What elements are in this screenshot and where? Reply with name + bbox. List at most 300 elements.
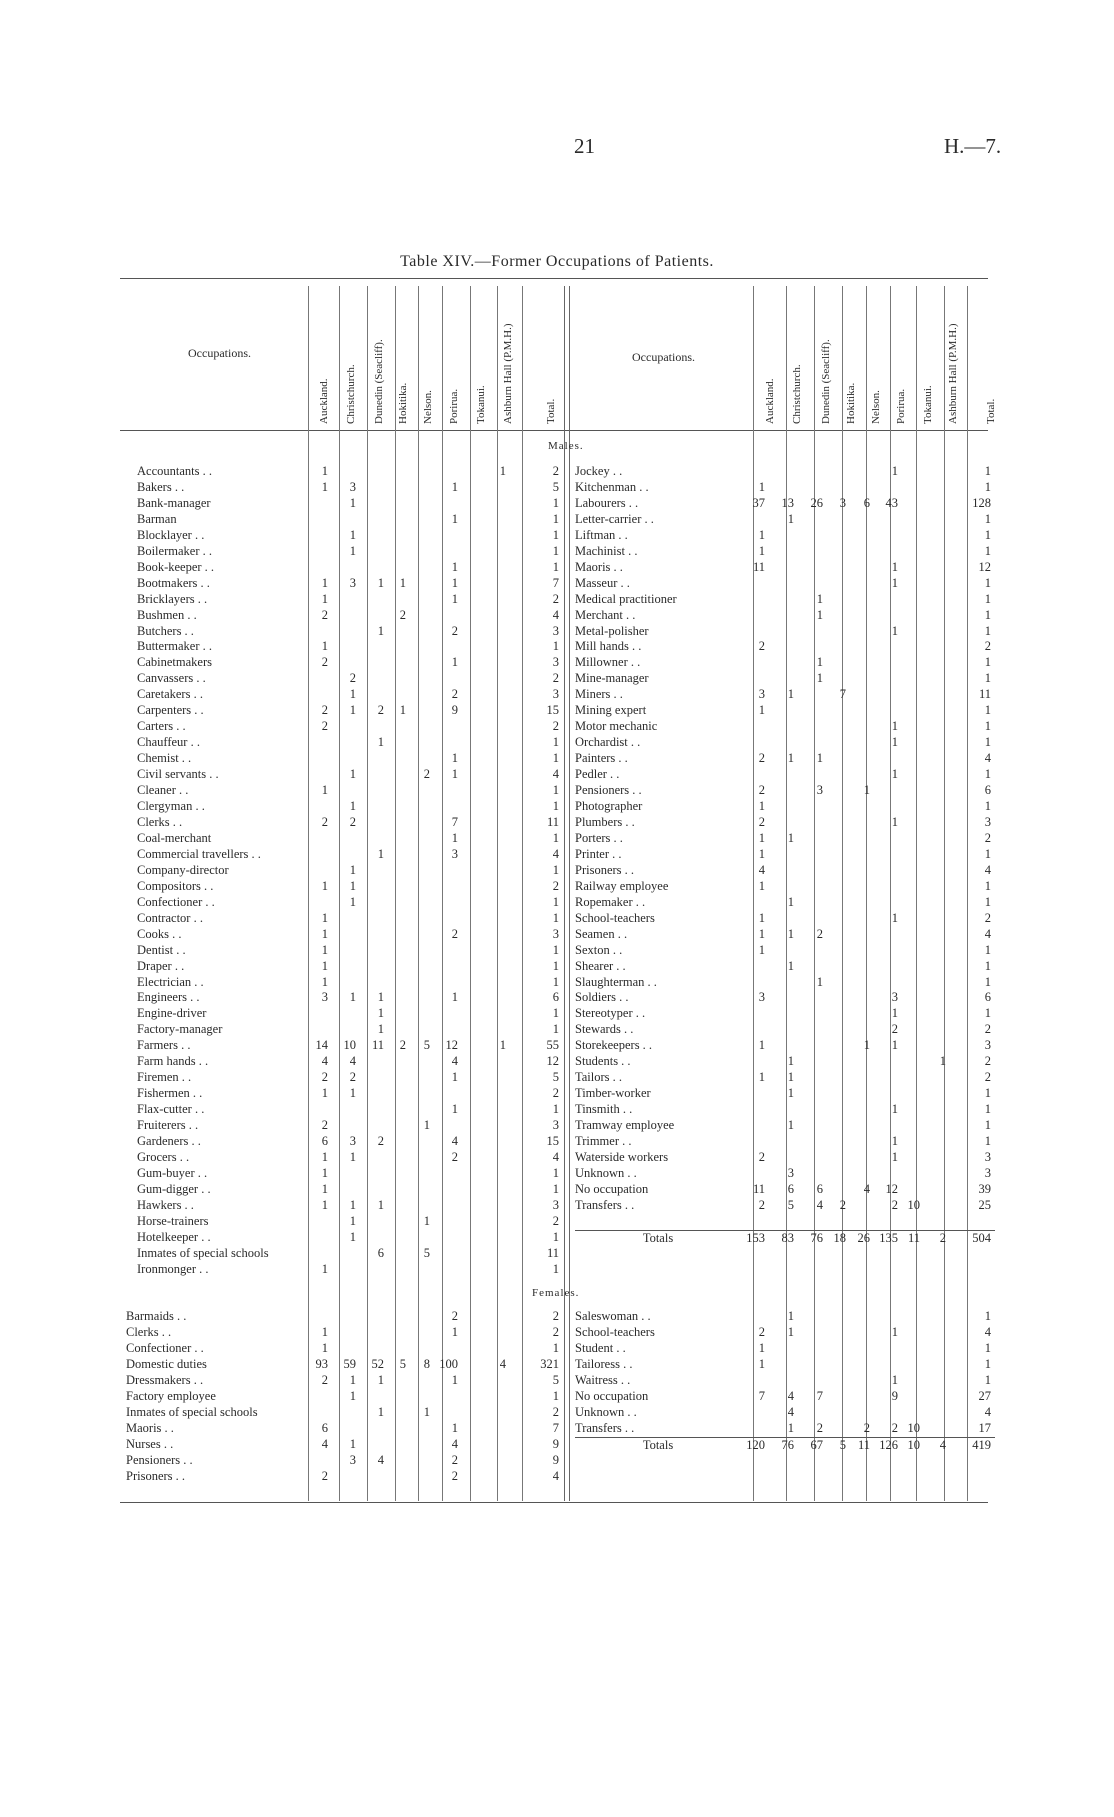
institution-count [826,1214,849,1230]
institution-count [826,751,849,767]
institution-count: 1 [758,1038,765,1053]
occupation-name: Clerks . . [137,814,183,829]
institution-count [768,592,797,608]
institution-count [483,576,509,592]
row-total: 5 [552,479,559,494]
totals-count: 11 [849,1437,873,1453]
totals-label: Totals [575,1230,741,1246]
institution-count [873,831,901,847]
institution-count [483,1166,509,1182]
row-total: 3 [552,687,559,702]
institution-count [483,1325,509,1341]
row-total: 1 [984,607,991,622]
institution-count [409,528,433,544]
occupation-name: Chauffeur . . [137,735,200,750]
row-total: 2 [552,1404,559,1419]
institution-count [849,512,873,528]
occupations-header-right: Occupations. [632,350,695,364]
occupation-name: Domestic duties [126,1356,207,1371]
institution-count [461,1070,483,1086]
institution-count [923,783,949,799]
institution-count [359,512,387,528]
row-total: 4 [984,926,991,941]
males-heading: Males. [548,440,584,452]
institution-count [483,1309,509,1325]
row-total: 1 [984,1006,991,1021]
institution-count [826,560,849,576]
institution-count [387,847,409,863]
institution-count: 9 [891,1388,898,1403]
institution-count [741,592,768,608]
institution-count [849,1405,873,1421]
institution-count [306,1102,331,1118]
institution-count: 1 [321,479,328,494]
table-row [137,1022,563,1038]
institution-count [826,1006,849,1022]
institution-count [901,1309,923,1325]
institution-count: 5 [423,1038,430,1053]
institution-count [387,1070,409,1086]
institution-count: 37 [752,495,765,510]
row-total: 9 [552,1436,559,1451]
table-row [575,480,995,496]
institution-count [849,655,873,671]
table-row [575,719,995,735]
occupation-name: Mine-manager [575,671,649,686]
institution-count: 1 [891,464,898,478]
institution-count [331,1022,359,1038]
table-row [137,703,563,719]
institution-count: 1 [451,767,458,782]
institution-count [483,528,509,544]
occupation-name: Pensioners . . [575,783,642,798]
institution-count [483,544,509,560]
institution-count [901,1182,923,1198]
occupation-name: Tramway employee [575,1118,675,1133]
institution-count [826,592,849,608]
institution-count [483,1405,509,1421]
row-total: 1 [984,719,991,734]
institution-count [849,608,873,624]
institution-count [461,528,483,544]
table-row [575,1166,995,1182]
institution-count [387,1086,409,1102]
institution-count [483,959,509,975]
row-total: 11 [546,814,559,829]
institution-count [797,624,826,640]
institution-count [461,1373,483,1389]
institution-count: 1 [787,1309,794,1323]
institution-count [901,879,923,895]
institution-count: 1 [451,1420,458,1435]
institution-count [797,990,826,1006]
institution-count [923,1022,949,1038]
institution-count [359,528,387,544]
institution-count [331,639,359,655]
institution-count [483,863,509,879]
occupation-name: Clerks . . [126,1324,172,1339]
totals-count: 18 [826,1230,849,1246]
occupation-name: Carters . . [137,719,186,734]
institution-count [873,1166,901,1182]
institution-count [409,1373,433,1389]
institution-count [826,783,849,799]
table-row [575,735,995,751]
institution-count: 1 [377,990,384,1005]
institution-count: 2 [377,703,384,718]
institution-count [923,990,949,1006]
institution-count [797,1134,826,1150]
occupation-name: Firemen . . [137,1070,192,1085]
totals-label: Totals [575,1437,741,1453]
institution-count: 1 [891,767,898,782]
row-total: 3 [984,1149,991,1164]
institution-count [359,639,387,655]
institution-count [923,639,949,655]
row-total: 1 [984,1340,991,1355]
institution-count [768,1134,797,1150]
institution-count [461,1437,483,1453]
occupation-name: Waitress . . [575,1372,631,1387]
institution-count [483,512,509,528]
row-total: 12 [546,1054,559,1069]
institution-count: 1 [758,846,765,861]
institution-count: 1 [787,687,794,702]
row-total: 1 [552,559,559,574]
occupation-name: Factory-manager [137,1022,223,1037]
institution-count [461,703,483,719]
institution-count [409,624,433,640]
institution-count [433,943,461,959]
institution-count [409,1054,433,1070]
institution-count [873,608,901,624]
institution-count [409,1437,433,1453]
institution-count [849,735,873,751]
institution-count [873,943,901,959]
institution-count [331,1421,359,1437]
institution-count [741,1405,768,1421]
institution-count [923,624,949,640]
occupation-name: Seamen . . [575,926,628,941]
institution-count [797,560,826,576]
institution-count [797,512,826,528]
institution-count: 2 [839,1197,846,1212]
institution-count [461,1166,483,1182]
column-header-right: Hokitika. [845,382,857,424]
document-reference: H.—7. [944,134,1002,158]
institution-count: 2 [423,767,430,782]
row-total: 3 [552,655,559,670]
table-row [137,719,563,735]
institution-count [826,480,849,496]
institution-count [306,1246,331,1262]
institution-count [797,703,826,719]
institution-count [306,1405,331,1421]
institution-count: 1 [349,1213,356,1228]
institution-count [826,831,849,847]
institution-count: 4 [377,1452,384,1467]
occupation-name: Porters . . [575,830,623,845]
institution-count [901,592,923,608]
institution-count [923,799,949,815]
institution-count [387,1246,409,1262]
occupation-name: Canvassers . . [137,671,206,686]
table-row [137,799,563,815]
institution-count [483,1022,509,1038]
institution-count [483,1086,509,1102]
occupation-name: Prisoners . . [126,1468,186,1483]
table-row [137,655,563,671]
institution-count [409,1469,433,1485]
table-row [137,943,563,959]
institution-count: 1 [787,1086,794,1101]
institution-count [433,1006,461,1022]
institution-count: 1 [891,559,898,574]
institution-count [331,464,359,480]
occupation-name: Commercial travellers . . [137,846,261,861]
institution-count: 2 [758,814,765,829]
institution-count [923,560,949,576]
institution-count [306,624,331,640]
institution-count: 2 [321,655,328,670]
totals-count: 76 [768,1437,797,1453]
institution-count: 1 [787,1324,794,1339]
institution-count [797,863,826,879]
institution-count: 1 [423,1404,430,1419]
institution-count [923,1341,949,1357]
institution-count [826,624,849,640]
occupation-name: Labourers . . [575,495,639,510]
institution-count [901,767,923,783]
occupation-name: No occupation [575,1181,649,1196]
institution-count [768,1373,797,1389]
institution-count: 4 [863,1181,870,1196]
table-row [137,576,563,592]
occupation-name: Soldiers . . [575,990,629,1005]
institution-count [461,592,483,608]
table-row [137,767,563,783]
institution-count: 3 [321,990,328,1005]
institution-count [797,1166,826,1182]
institution-count: 2 [758,783,765,798]
institution-count [768,639,797,655]
institution-count [409,863,433,879]
table-row [126,1437,563,1453]
column-header-left: Dunedin (Seacliff). [373,339,385,424]
column-header-right: Nelson. [870,390,882,424]
institution-count: 1 [816,655,823,670]
institution-count [409,831,433,847]
institution-count [826,1086,849,1102]
institution-count: 1 [891,719,898,734]
institution-count [359,1341,387,1357]
institution-count: 6 [321,1134,328,1149]
institution-count [901,783,923,799]
institution-count [359,751,387,767]
institution-count [768,1150,797,1166]
institution-count: 2 [816,926,823,941]
institution-count [923,528,949,544]
institution-count: 1 [891,575,898,590]
institution-count [461,480,483,496]
institution-count [797,1373,826,1389]
institution-count [797,799,826,815]
institution-count [768,879,797,895]
institution-count [359,799,387,815]
institution-count [483,943,509,959]
institution-count: 1 [377,735,384,750]
institution-count [331,1166,359,1182]
table-row [137,1054,563,1070]
institution-count [797,464,826,480]
row-total: 11 [978,687,991,702]
institution-count: 1 [377,623,384,638]
institution-count [387,655,409,671]
institution-count [826,1325,849,1341]
institution-count [483,1150,509,1166]
institution-count [409,943,433,959]
institution-count: 1 [891,735,898,750]
row-total: 1 [552,543,559,558]
institution-count [409,480,433,496]
institution-count: 7 [451,814,458,829]
institution-count [768,528,797,544]
institution-count [387,1150,409,1166]
institution-count [359,1166,387,1182]
row-total: 1 [552,942,559,957]
institution-count [483,767,509,783]
institution-count [849,959,873,975]
institution-count: 1 [499,1038,506,1053]
institution-count [768,1357,797,1373]
institution-count [826,1421,849,1437]
institution-count [359,480,387,496]
institution-count [433,1214,461,1230]
females-table-right [575,1309,995,1454]
institution-count [923,655,949,671]
institution-count [387,895,409,911]
institution-count [826,879,849,895]
institution-count: 2 [891,1420,898,1435]
institution-count [409,847,433,863]
row-total: 1 [984,671,991,686]
column-header-left: Nelson. [422,390,434,424]
institution-count [873,879,901,895]
row-total: 2 [984,830,991,845]
institution-count [306,1453,331,1469]
occupation-name: Maoris . . [575,559,623,574]
table-row [137,1214,563,1230]
institution-count [409,799,433,815]
institution-count [461,1054,483,1070]
institution-count [359,1150,387,1166]
row-total: 2 [552,1086,559,1101]
institution-count [741,624,768,640]
institution-count: 3 [816,783,823,798]
occupation-name: Buttermaker . . [137,639,212,654]
table-row [575,464,995,480]
institution-count: 8 [423,1356,430,1371]
institution-count: 3 [349,1134,356,1149]
institution-count [387,1182,409,1198]
table-row [137,512,563,528]
institution-count [826,1118,849,1134]
institution-count: 1 [451,1324,458,1339]
institution-count [923,1150,949,1166]
table-row [126,1453,563,1469]
institution-count [923,895,949,911]
row-total: 1 [552,783,559,798]
occupation-name: Pensioners . . [126,1452,193,1467]
row-total: 27 [978,1388,991,1403]
institution-count [797,1006,826,1022]
institution-count [768,767,797,783]
institution-count: 1 [349,990,356,1005]
institution-count [923,1118,949,1134]
institution-count: 1 [377,1372,384,1387]
institution-count [797,1038,826,1054]
table-row [126,1469,563,1485]
column-header-left: Porirua. [448,388,460,424]
institution-count [901,480,923,496]
institution-count [483,1421,509,1437]
institution-count [797,1118,826,1134]
institution-count [461,671,483,687]
institution-count [433,1230,461,1246]
institution-count [359,1230,387,1246]
institution-count: 1 [321,1340,328,1355]
row-total: 4 [552,846,559,861]
institution-count: 26 [810,495,823,510]
row-total: 1 [984,623,991,638]
occupation-name: Storekeepers . . [575,1038,653,1053]
institution-count [849,480,873,496]
institution-count [433,959,461,975]
institution-count: 7 [758,1388,765,1403]
totals-count: 120 [741,1437,768,1453]
institution-count [797,576,826,592]
institution-count [849,1373,873,1389]
institution-count [849,1070,873,1086]
institution-count: 6 [787,1181,794,1196]
institution-count [306,528,331,544]
table-row [575,671,995,687]
institution-count [409,671,433,687]
occupation-name: Book-keeper . . [137,559,215,574]
institution-count: 2 [451,926,458,941]
occupation-name: Saleswoman . . [575,1309,651,1323]
institution-count [387,624,409,640]
institution-count [359,719,387,735]
row-total: 3 [984,814,991,829]
occupation-name: Gum-buyer . . [137,1165,208,1180]
institution-count: 1 [349,1086,356,1101]
institution-count [359,1086,387,1102]
occupations-header-left: Occupations. [188,346,251,360]
institution-count [901,576,923,592]
column-header-left: Tokanui. [475,385,487,424]
row-total: 39 [978,1181,991,1196]
institution-count [461,576,483,592]
occupation-name: Metal-polisher [575,623,649,638]
institution-count [331,655,359,671]
institution-count [849,624,873,640]
row-total: 2 [552,671,559,686]
grand-total: 504 [949,1230,995,1246]
institution-count [901,831,923,847]
row-total: 2 [984,910,991,925]
row-total: 2 [552,878,559,893]
